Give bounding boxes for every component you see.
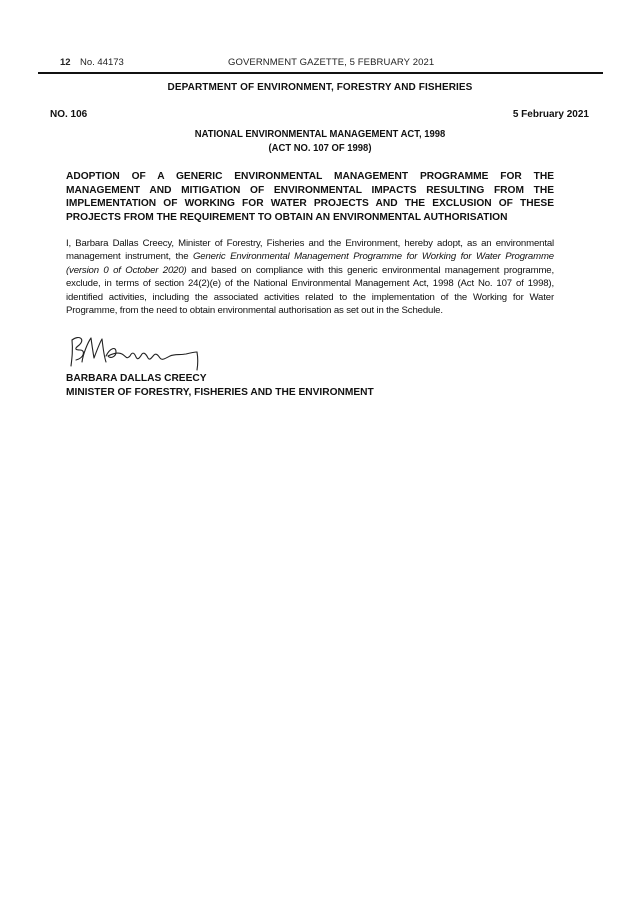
signer-title: MINISTER OF FORESTRY, FISHERIES AND THE ENVIRONMENT [66, 387, 374, 398]
act-title [32, 127, 608, 155]
signer-name: BARBARA DALLAS CREECY [66, 373, 207, 384]
body-text-emphasis: Generic Environmental Management Programme for Working for Water Programme (version 0 of October 2020) [66, 251, 554, 276]
body-text-part1: I, Barbara Dallas Creecy, Minister of Forestry, Fisheries and the Environment, hereby adopt, as an environmental management instrument, the [66, 238, 554, 263]
gazette-title: GOVERNMENT GAZETTE, 5 FEBRUARY 2021 [228, 57, 435, 68]
body-text-part2: and based on compliance with this generic environmental management programme, exclude, in terms of section 24(2)(e) of the National Environmental Management Act, 1998 (Act No. 107 of 1998), identified activities, including the associated activities related to the implementation of the Working for Water Programme, from the need to obtain environmental authorisation as set out in the Schedule. [66, 264, 555, 317]
signature-image [64, 330, 214, 376]
header-divider [38, 72, 603, 74]
notice-body [66, 237, 554, 317]
notice-number: NO. 106 [50, 109, 88, 120]
page-number: 12 [60, 57, 71, 68]
adoption-heading: ADOPTION OF A GENERIC ENVIRONMENTAL MANAGEMENT PROGRAMME FOR THE MANAGEMENT AND MITIGATION OF ENVIRONMENTAL IMPACTS RESULTING FROM THE IMPLEMENTATION OF WORKING FOR WATER PROJECTS AND THE EXCLUSION OF THESE PROJECTS FROM THE REQUIREMENT TO OBTAIN AN ENVIRONMENTAL AUTHORISATION [66, 171, 554, 223]
notice-date: 5 February 2021 [512, 109, 589, 120]
act-title-line2: (ACT NO. 107 OF 1998) [268, 142, 372, 154]
issue-number: No. 44173 [80, 57, 124, 68]
act-title-line1: NATIONAL ENVIRONMENTAL MANAGEMENT ACT, 1998 [194, 128, 446, 140]
department-heading: DEPARTMENT OF ENVIRONMENT, FORESTRY AND FISHERIES [167, 82, 473, 93]
